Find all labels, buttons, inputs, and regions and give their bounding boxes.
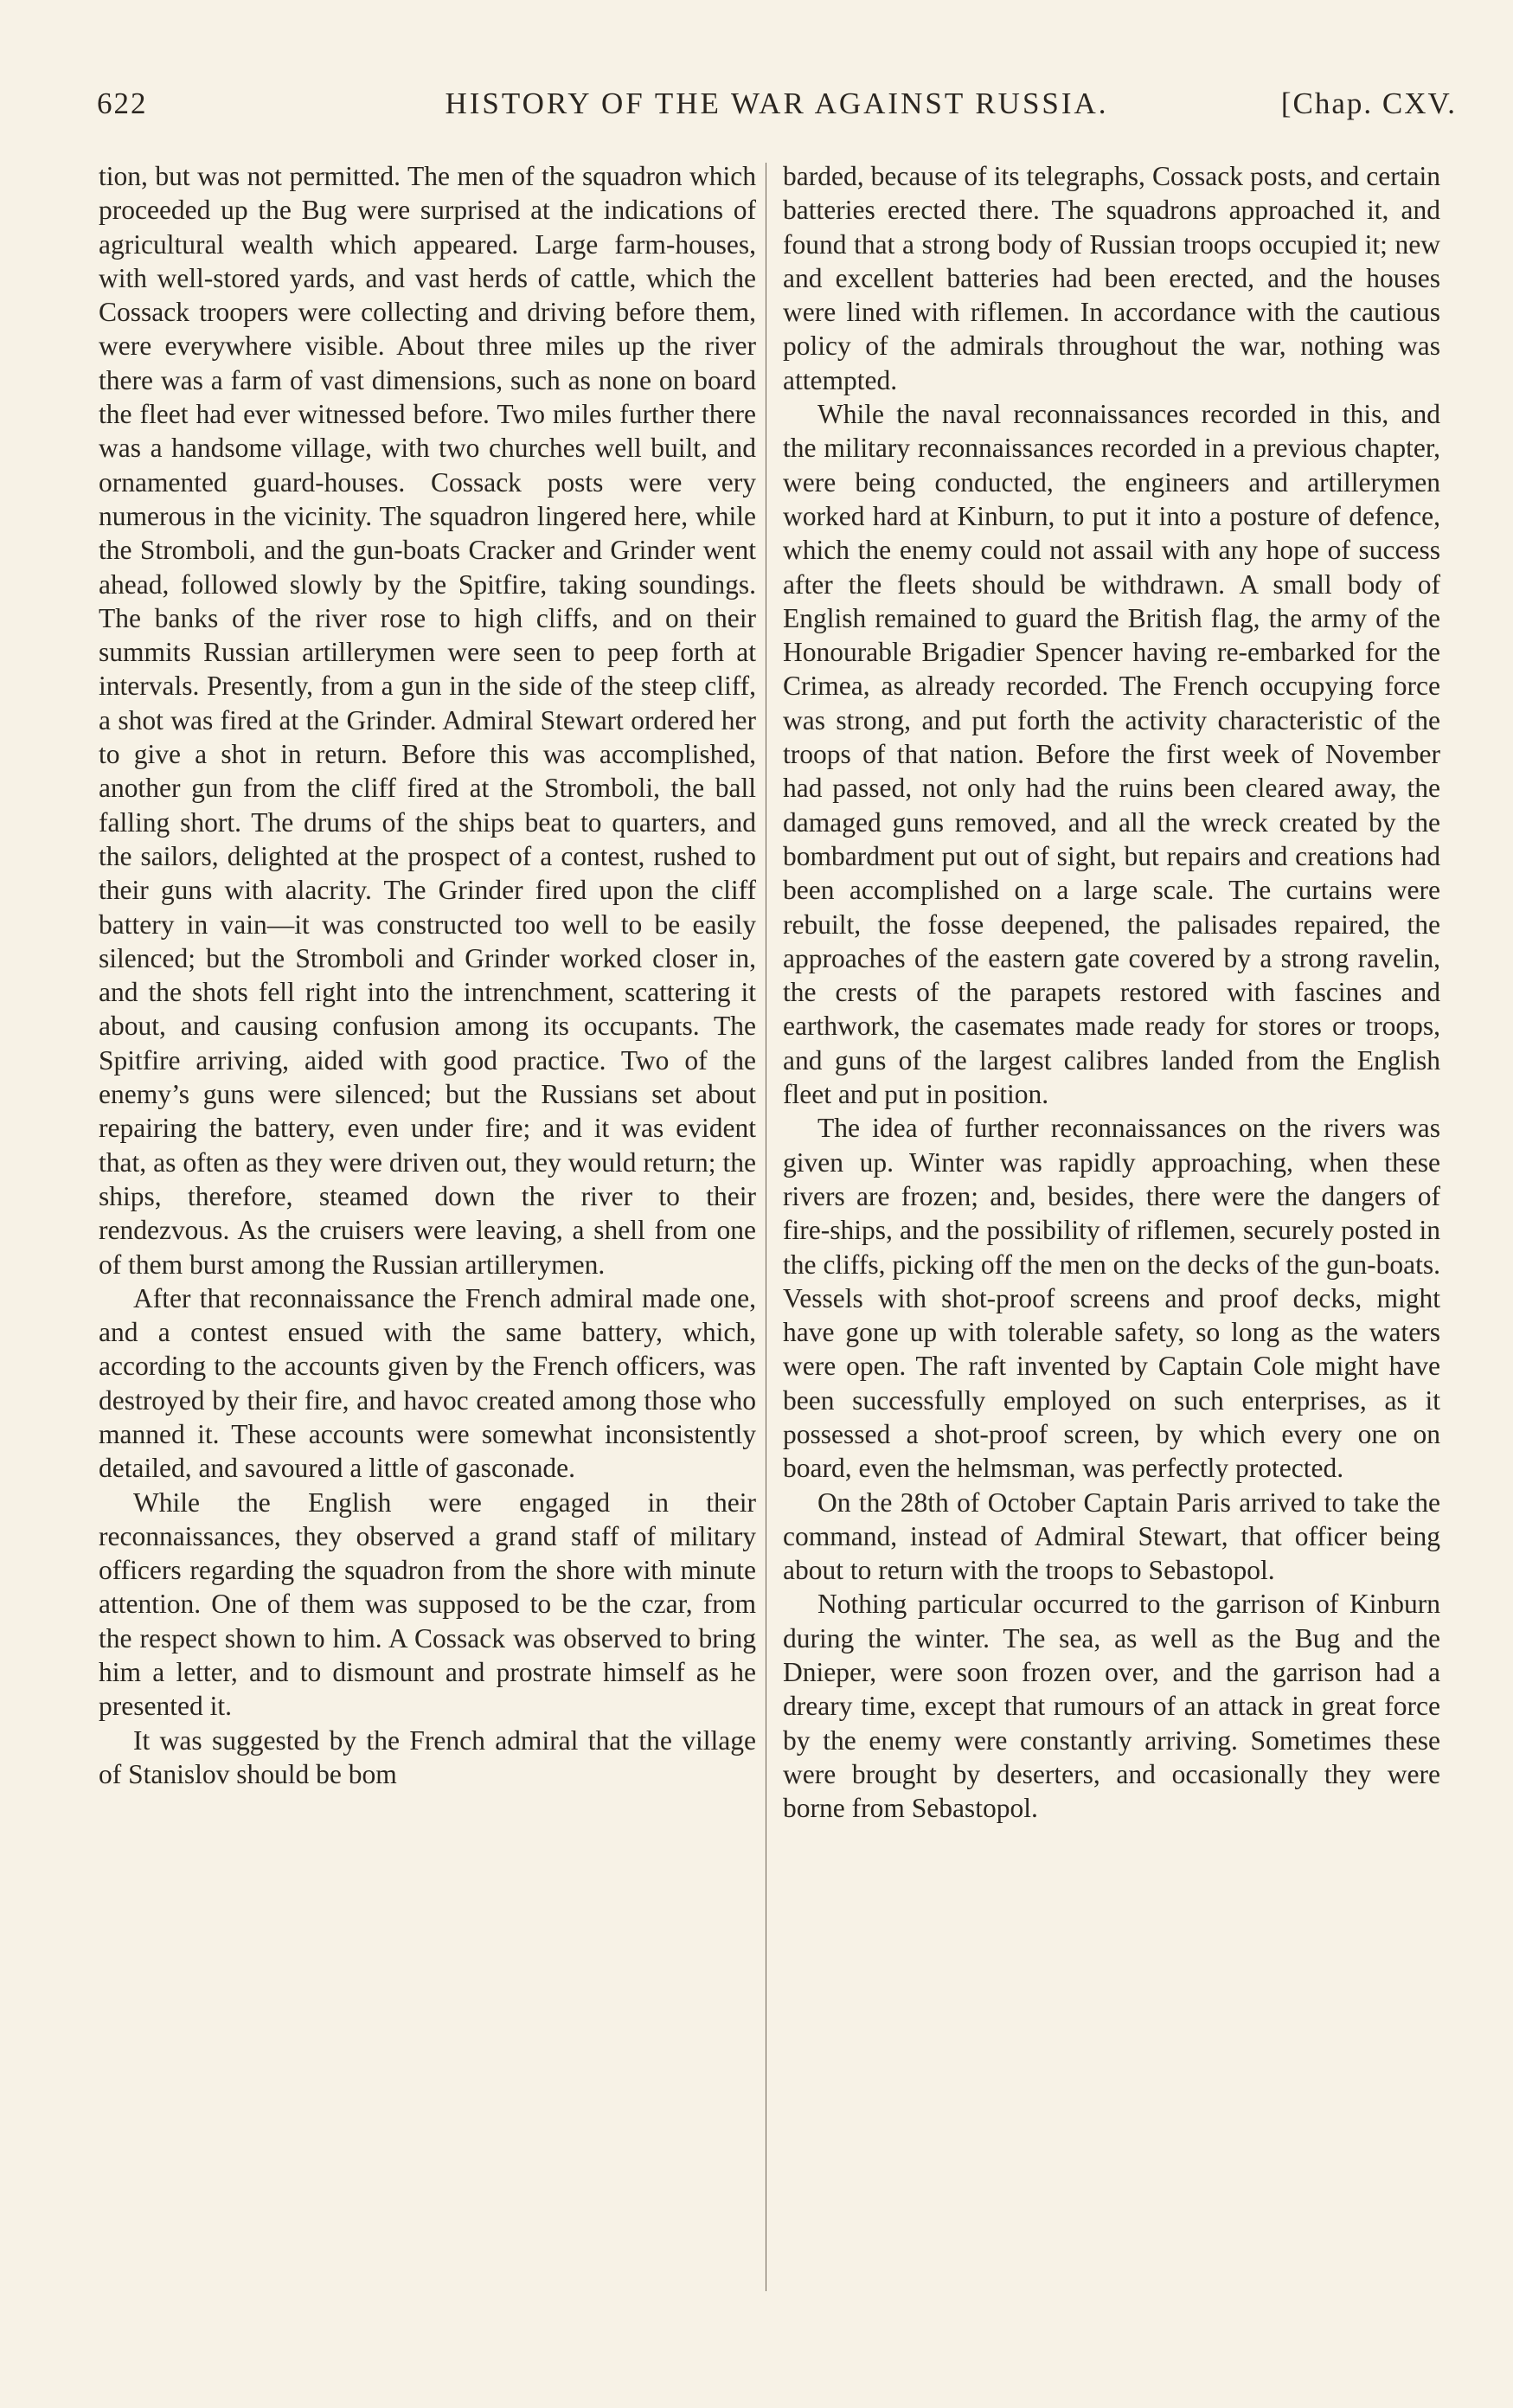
paragraph: Nothing particular occurred to the garrison of Kinburn during the winter. The sea, as well as the Bug and the Dnieper, were soon frozen over, and the garrison had a dreary time, except that rumours of an attack in great force by the enemy were constantly arriving. Sometimes these were brought by deserters, and occasionally they were borne from Sebastopol.	[783, 1589, 1440, 1824]
page-number: 622	[97, 87, 148, 120]
paragraph: While the naval reconnaissances recorded in this, and the military reconnaissances recorded in a previous chapter, were being conducted, the engineers and artillerymen worked hard at Kinburn, to put it into a posture of defence, which the enemy could not assail with any hope of success after the fleets should be withdrawn. A small body of English remained to guard the British flag, the army of the Honourable Brigadier Spencer having re-embarked for the Crimea, as already recorded. The French occupying force was strong, and put forth the activity characteristic of the troops of that nation. Before the first week of November had passed, not only had the ruins been cleared away, the damaged guns removed, and all the wreck created by the bombardment put out of sight, but repairs and creations had been accomplished on a large scale. The curtains were rebuilt, the fosse deepened, the palisades repaired, the approaches of the eastern gate covered by a strong ravelin, the crests of the parapets restored with fascines and earthwork, the casemates made ready for stores or troops, and guns of the largest calibres landed from the English fleet and put in position.	[783, 399, 1440, 1110]
paragraph: After that reconnaissance the French admiral made one, and a contest ensued with the same battery, which, according to the accounts given by the French officers, was destroyed by their fire, and havoc created among those who manned it. These accounts were somewhat inconsistently detailed, and savoured a little of gasconade.	[99, 1282, 756, 1484]
chapter-label: [Chap. CXV.	[1280, 87, 1457, 120]
paragraph: On the 28th of October Captain Paris arrived to take the command, instead of Admiral Stewart, that officer being about to return with the troops to Sebastopol.	[783, 1487, 1440, 1586]
paragraph: barded, because of its telegraphs, Cossack posts, and certain batteries erected there. The squadrons approached it, and found that a strong body of Russian troops occupied it; new and excellent batteries had been erected, and the houses were lined with riflemen. In accordance with the cautious policy of the admirals throughout the war, nothing was attempted.	[783, 161, 1440, 395]
running-header	[97, 87, 1457, 130]
paragraph: The idea of further reconnaissances on the rivers was given up. Winter was rapidly approaching, when these rivers are frozen; and, besides, there were the dangers of fire-ships, and the possibility of riflemen, securely posted in the cliffs, picking off the men on the decks of the gun-boats. Vessels with shot-proof screens and proof decks, might have gone up with tolerable safety, so long as the waters were open. The raft invented by Captain Cole might have been successfully employed on such enterprises, as it possessed a shot-proof screen, by which every one on board, even the helmsman, was perfectly protected.	[783, 1113, 1440, 1484]
paragraph: tion, but was not permitted. The men of the squadron which proceeded up the Bug were surprised at the indications of agricultural wealth which appeared. Large farm-houses, with well-stored yards, and vast herds of cattle, which the Cossack troopers were collecting and driving before them, were everywhere visible. About three miles up the river there was a farm of vast dimensions, such as none on board the fleet had ever witnessed before. Two miles further there was a handsome village, with two churches well built, and ornamented guard-houses. Cossack posts were very numerous in the vicinity. The squadron lingered here, while the Stromboli, and the gun-boats Cracker and Grinder went ahead, followed slowly by the Spitfire, taking soundings. The banks of the river rose to high cliffs, and on their summits Russian artillerymen were seen to peep forth at intervals. Presently, from a gun in the side of the steep cliff, a shot was fired at the Grinder. Admiral Stewart ordered her to give a shot in return. Before this was accomplished, another gun from the cliff fired at the Stromboli, the ball falling short. The drums of the ships beat to quarters, and the sailors, delighted at the prospect of a contest, rushed to their guns with alacrity. The Grinder fired upon the cliff battery in vain—it was constructed too well to be easily silenced; but the Stromboli and Grinder worked closer in, and the shots fell right into the intrenchment, scattering it about, and causing confusion among its occupants. The Spitfire arriving, aided with good practice. Two of the enemy’s guns were silenced; but the Russians set about repairing the battery, even under fire; and it was evident that, as often as they were driven out, they would return; the ships, therefore, steamed down the river to their rendezvous. As the cruisers were leaving, a shell from one of them burst among the Russian artillerymen.	[99, 161, 756, 1280]
left-column	[99, 159, 756, 2288]
paragraph: It was suggested by the French admiral that the village of Stanislov should be bom	[99, 1724, 756, 1789]
running-title: HISTORY OF THE WAR AGAINST RUSSIA.	[445, 87, 1109, 120]
right-column	[783, 159, 1440, 2288]
paragraph: While the English were engaged in their reconnaissances, they observed a grand staff of military officers regarding the squadron from the shore with minute attention. One of them was supposed to be the czar, from the respect shown to him. A Cossack was observed to bring him a letter, and to dismount and prostrate himself as he presented it.	[99, 1487, 756, 1722]
